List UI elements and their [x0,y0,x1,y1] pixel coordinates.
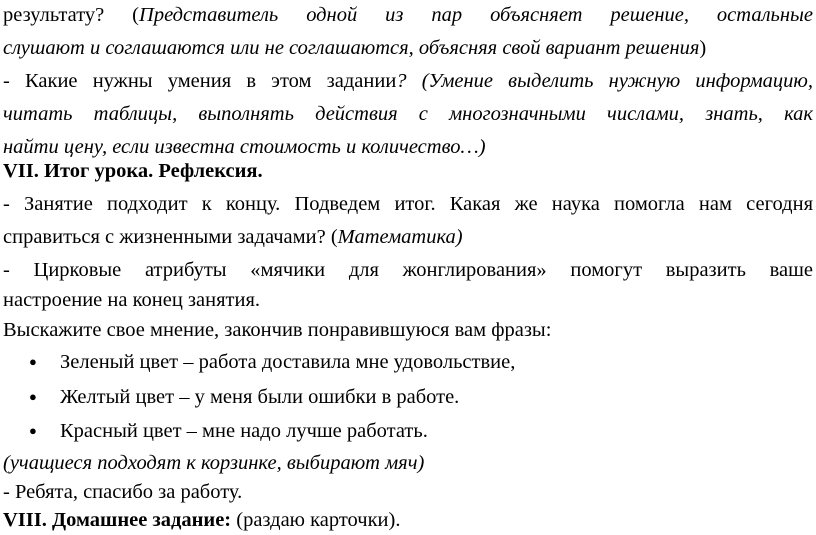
text-run: справиться с жизненными задачами? ( [3,226,338,248]
bullet-icon: ● [29,354,37,369]
paragraph-line [3,99,813,129]
paragraph-line: - Ребята, спасибо за работу. [3,481,243,503]
section-heading-8: VIII. Домашнее задание: (раздаю карточки). [3,509,401,531]
list-item: Желтый цвет – у меня были ошибки в работе. [60,386,460,408]
paragraph-line: настроение на конец занятия. [3,289,261,311]
text-run: ) [699,37,707,59]
italic-text-run: читать таблицы, выполнять действия с многозначными числами, знать, как [3,103,813,125]
paragraph-line: Выскажите свое мнение, закончив понравившуюся вам фразы: [3,319,552,341]
text-run: - Какие нужны умения в этом задании [3,70,397,92]
list-item: Красный цвет – мне надо лучше работать. [60,420,428,442]
italic-text-run: Математика) [337,226,463,248]
text-run: результату? ( [3,4,140,26]
bullet-icon: ● [29,423,37,438]
paragraph-line [3,33,813,63]
paragraph-line: - Цирковые атрибуты «мячики для жонглирования» помогут выразить ваше [3,259,813,281]
italic-note: (учащиеся подходят к корзинке, выбирают мяч) [3,452,425,474]
italic-text-run: Представитель одной из пар объясняет решение, остальные [139,4,813,26]
paragraph-line: - Занятие подходит к концу. Подведем итог. Какая же наука помогла нам сегодня [3,193,813,215]
italic-text-run: ? (Умение выделить нужную информацию, [396,70,813,92]
bullet-icon: ● [29,389,37,404]
paragraph-line [3,0,813,30]
list-item: Зеленый цвет – работа доставила мне удовольствие, [60,351,516,373]
paragraph-line [3,66,813,96]
italic-text-run: найти цену, если известна стоимость и количество…) [3,136,486,158]
section-heading-7: VII. Итог урока. Рефлексия. [3,160,263,182]
paragraph-line [3,222,813,252]
italic-text-run: слушают и соглашаются или не соглашаются, объясняя свой вариант решения [3,37,700,59]
